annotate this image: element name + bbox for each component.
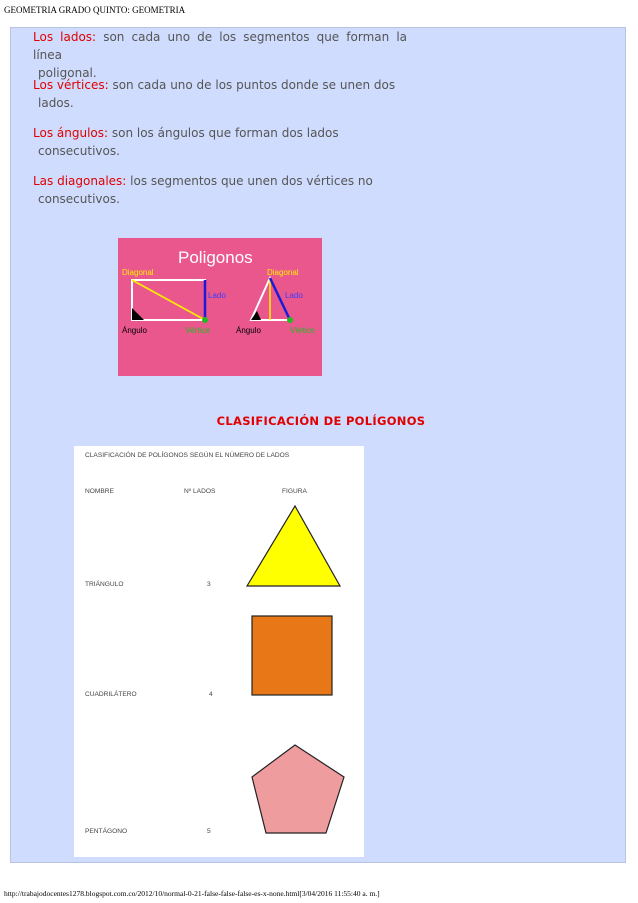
- page-footer-url: http://trabajodocentes1278.blogspot.com.co/2012/10/normal-0-21-false-false-false-es-x-none.html[3/04/2016 11:55:40 a. m.]: [4, 889, 380, 898]
- definition-text: son cada uno de los segmentos que forman la línea: [33, 30, 408, 62]
- definition-lados: [33, 28, 407, 82]
- illustration-title: Poligonos: [178, 248, 253, 267]
- definition-term: Los lados:: [33, 30, 97, 44]
- definition-term: Los vértices:: [33, 78, 109, 92]
- label-diagonal: Diagonal: [122, 268, 154, 277]
- row-sides-triangulo: 3: [207, 581, 211, 588]
- definition-term: Los ángulos:: [33, 126, 109, 140]
- label-lado: Lado: [208, 291, 226, 300]
- label-vertice: Vértice: [290, 326, 315, 335]
- definition-text-cont: consecutivos.: [38, 192, 120, 206]
- row-sides-cuadrilatero: 4: [209, 691, 213, 698]
- definition-text: son los ángulos que forman dos lados: [108, 126, 339, 140]
- definition-text-cont: poligonal.: [38, 66, 97, 80]
- poligonos-illustration: [118, 238, 322, 376]
- definition-angulos: [33, 124, 407, 160]
- triangle-vertex: [287, 317, 293, 323]
- rectangle-vertex: [202, 317, 208, 323]
- label-angulo: Ángulo: [122, 326, 147, 335]
- label-angulo: Ángulo: [236, 326, 261, 335]
- column-header-figura: FIGURA: [282, 488, 307, 495]
- column-header-lados: Nº LADOS: [184, 488, 216, 495]
- table-title: CLASIFICACIÓN DE POLÍGONOS SEGÚN EL NÚMERO DE LADOS: [85, 452, 290, 459]
- label-diagonal: Diagonal: [267, 268, 299, 277]
- definition-diagonales: [33, 172, 407, 208]
- label-lado: Lado: [285, 291, 303, 300]
- square-figure: [252, 616, 332, 695]
- definition-term: Las diagonales:: [33, 174, 127, 188]
- column-header-nombre: NOMBRE: [85, 488, 114, 495]
- row-sides-pentagono: 5: [207, 828, 211, 835]
- definition-text: los segmentos que unen dos vértices no: [126, 174, 373, 188]
- classification-table: [74, 446, 364, 857]
- definition-text-cont: consecutivos.: [38, 144, 120, 158]
- row-name-cuadrilatero: CUADRILÁTERO: [85, 691, 137, 698]
- row-name-triangulo: TRIÁNGULO: [85, 581, 124, 588]
- row-name-pentagono: PENTÁGONO: [85, 828, 128, 835]
- definition-text: son cada uno de los puntos donde se unen dos: [108, 78, 396, 92]
- definition-vertices: [33, 76, 407, 112]
- label-vertice: Vértice: [185, 326, 210, 335]
- definition-text-cont: lados.: [38, 96, 74, 110]
- classification-heading: CLASIFICACIÓN DE POLÍGONOS: [216, 414, 426, 428]
- page-header-title: GEOMETRIA GRADO QUINTO: GEOMETRIA: [4, 5, 186, 15]
